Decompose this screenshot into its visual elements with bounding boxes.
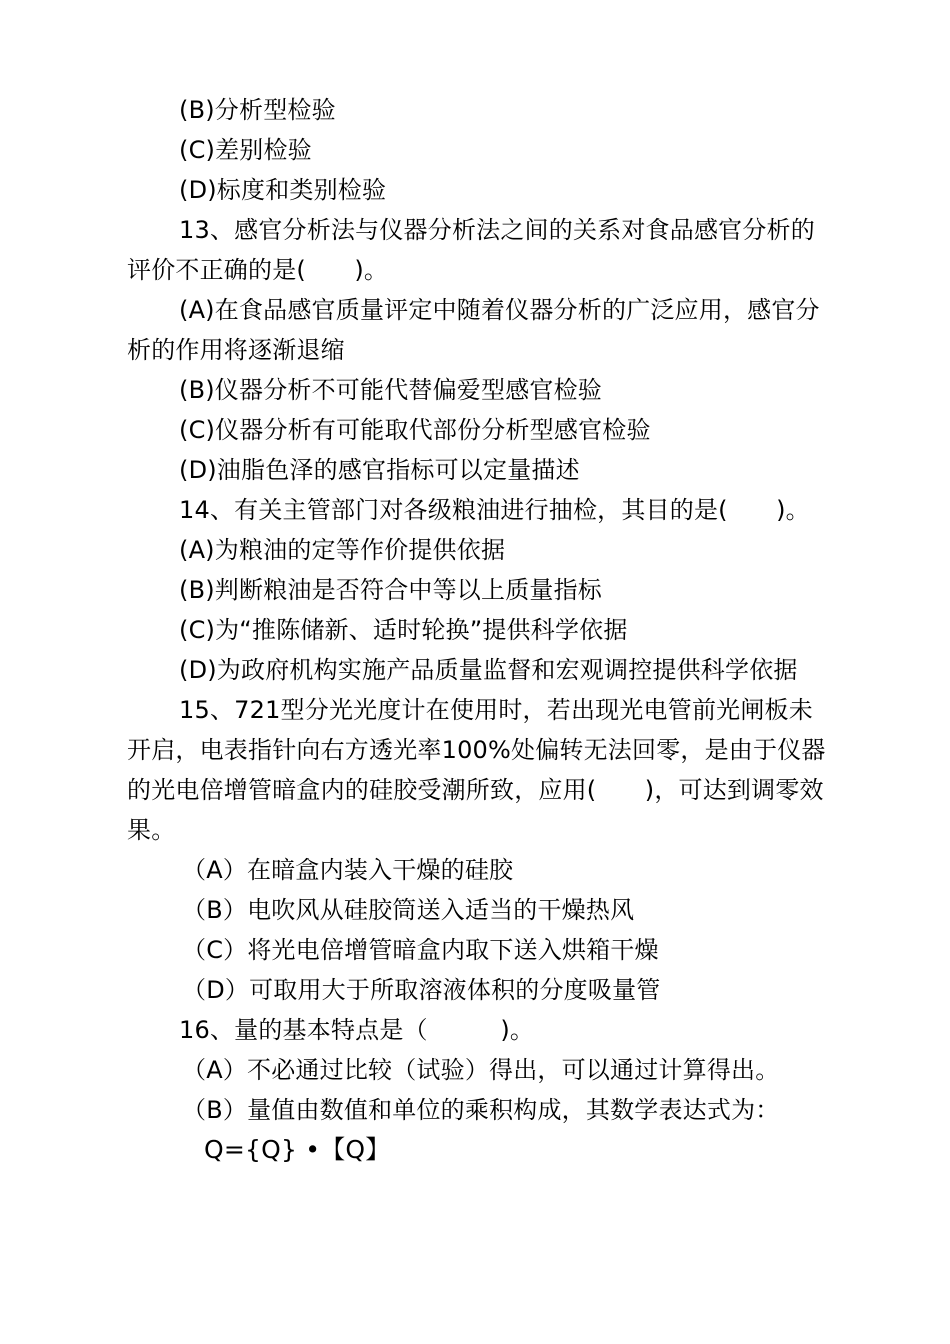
- question-15-line-4: 果。: [127, 816, 176, 844]
- question-16: 16、量的基本特点是（ )。: [179, 1016, 535, 1044]
- q13-option-d: (D)油脂色泽的感官指标可以定量描述: [179, 456, 580, 484]
- question-13-line-2: 评价不正确的是( )。: [127, 256, 389, 284]
- option-b-line: (B)分析型检验: [179, 96, 336, 124]
- q15-option-d: （D）可取用大于所取溶液体积的分度吸量管: [182, 976, 661, 1004]
- q15-option-b: （B）电吹风从硅胶筒送入适当的干燥热风: [182, 896, 635, 924]
- q13-option-c: (C)仪器分析有可能取代部份分析型感官检验: [179, 416, 651, 444]
- question-14: 14、有关主管部门对各级粮油进行抽检，其目的是( )。: [179, 496, 810, 524]
- q13-option-b: (B)仪器分析不可能代替偏爱型感官检验: [179, 376, 602, 404]
- q14-option-a: (A)为粮油的定等作价提供依据: [179, 536, 506, 564]
- question-15-line-1: 15、721型分光光度计在使用时，若出现光电管前光闸板未: [179, 696, 813, 724]
- question-15-line-2: 开启，电表指针向右方透光率100%处偏转无法回零，是由于仪器: [127, 736, 826, 764]
- q13-option-a-line-2: 析的作用将逐渐退缩: [127, 336, 345, 364]
- q13-option-a-line-1: (A)在食品感官质量评定中随着仪器分析的广泛应用，感官分: [179, 296, 820, 324]
- q15-option-a: （A）在暗盒内装入干燥的硅胶: [182, 856, 514, 884]
- q16-option-b: （B）量值由数值和单位的乘积构成，其数学表达式为：: [182, 1096, 780, 1124]
- document-page: [127, 90, 849, 1170]
- question-15-line-3: 的光电倍增管暗盒内的硅胶受潮所致，应用( )，可达到调零效: [127, 776, 824, 804]
- q16-option-a: （A）不必通过比较（试验）得出，可以通过计算得出。: [182, 1056, 780, 1084]
- q15-option-c: （C）将光电倍增管暗盒内取下送入烘箱干燥: [182, 936, 659, 964]
- q14-option-b: (B)判断粮油是否符合中等以上质量指标: [179, 576, 602, 604]
- q14-option-c: (C)为“推陈储新、适时轮换”提供科学依据: [179, 616, 628, 644]
- q16-formula: Q={Q} •【Q】: [204, 1135, 391, 1164]
- q14-option-d: (D)为政府机构实施产品质量监督和宏观调控提供科学依据: [179, 656, 798, 684]
- question-13-line-1: 13、感官分析法与仪器分析法之间的关系对食品感官分析的: [179, 216, 815, 244]
- option-c-line: (C)差别检验: [179, 136, 312, 164]
- option-d-line: (D)标度和类别检验: [179, 176, 387, 204]
